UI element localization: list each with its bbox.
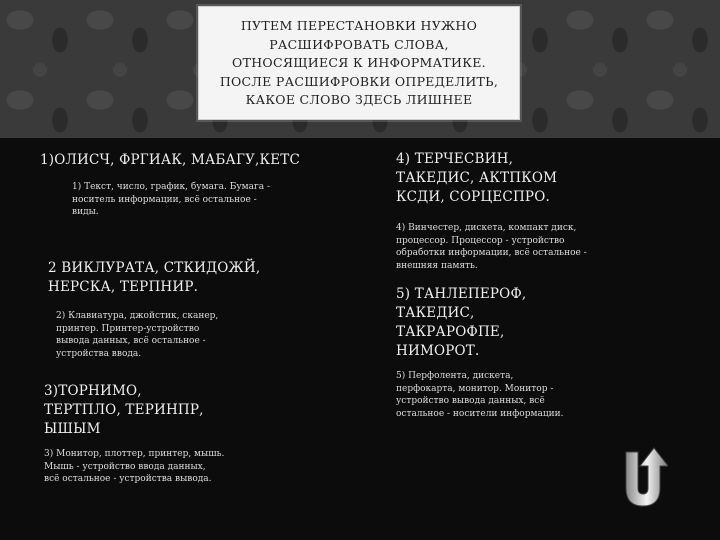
title-line: ОТНОСЯЩИЕСЯ К ИНФОРМАТИКЕ. — [232, 55, 486, 70]
answer-line: 1) Текст, число, график, бумага. Бумага - — [72, 182, 271, 192]
puzzle-item-5 — [396, 285, 616, 361]
answer-line: носитель информации, всё остальное - — [72, 194, 257, 205]
puzzle-heading: ТАКРАРОФПЕ, — [396, 324, 505, 340]
puzzle-heading: ТАКЕДИС, АКТПКОМ — [396, 170, 558, 186]
puzzle-heading: ТАКЕДИС, — [396, 305, 475, 321]
puzzle-item-1 — [40, 151, 330, 170]
answer-item-1 — [72, 181, 292, 219]
answer-line: всё остальное - устройства вывода. — [44, 474, 212, 484]
title-line: ПОСЛЕ РАСШИФРОВКИ ОПРЕДЕЛИТЬ, — [219, 73, 499, 89]
puzzle-heading: НИМОРОТ. — [396, 343, 480, 359]
answer-line: 3) Монитор, плоттер, принтер, мышь. — [44, 449, 225, 459]
puzzle-heading: ЫШЫМ — [44, 421, 101, 437]
answer-line: 2) Клавиатура, джойстик, сканер, — [56, 311, 219, 321]
answer-line: вывода данных, всё остальное - — [56, 336, 206, 346]
answer-line: виды. — [72, 207, 99, 217]
answer-line: перфокарта, монитор. Монитор - — [396, 383, 554, 394]
title-box — [198, 6, 520, 120]
puzzle-heading: НЕРСКА, ТЕРПНИР. — [48, 279, 199, 295]
answer-item-4 — [396, 222, 626, 272]
puzzle-item-2 — [48, 259, 318, 297]
answer-line: принтер. Принтер-устройство — [56, 323, 200, 334]
puzzle-heading: 5) ТАНЛЕПЕРОФ, — [396, 286, 527, 302]
answer-line: процессор. Процессор - устройство — [396, 235, 565, 246]
return-arrow-icon[interactable] — [618, 444, 668, 510]
puzzle-heading: 2 ВИКЛУРАТА, СТКИДОЖЙ, — [48, 260, 261, 276]
answer-item-2 — [56, 310, 256, 360]
answer-item-5 — [396, 370, 616, 420]
answer-line: 5) Перфолента, дискета, — [396, 371, 514, 381]
puzzle-item-4 — [396, 150, 616, 207]
answer-line: обработки информации, всё остальное - — [396, 248, 587, 258]
puzzle-heading: КСДИ, СОРЦЕСПРО. — [396, 189, 550, 205]
puzzle-item-3 — [44, 382, 244, 439]
slide-title — [203, 17, 515, 110]
title-line: ПУТЕМ ПЕРЕСТАНОВКИ НУЖНО — [240, 18, 478, 33]
answer-line: внешняя память. — [396, 260, 478, 271]
answer-line: устройство вывода данных, всё — [396, 396, 545, 406]
title-line: РАСШИФРОВАТЬ СЛОВА, — [269, 36, 449, 52]
answer-line: устройства ввода. — [56, 348, 142, 359]
answer-line: 4) Винчестер, дискета, компакт диск, — [396, 223, 577, 233]
puzzle-heading: 4) ТЕРЧЕСВИН, — [396, 151, 514, 167]
answer-line: Мышь - устройство ввода данных, — [44, 461, 206, 472]
title-line: КАКОЕ СЛОВО ЗДЕСЬ ЛИШНЕЕ — [245, 92, 473, 107]
puzzle-heading: 3)ТОРНИМО, — [44, 383, 142, 399]
answer-item-3 — [44, 448, 274, 486]
puzzle-heading: 1)ОЛИСЧ, ФРГИАК, МАБАГУ,КЕТС — [40, 152, 300, 168]
puzzle-heading: ТЕРТПЛО, ТЕРИНПР, — [44, 402, 204, 418]
answer-line: остальное - носители информации. — [396, 408, 564, 419]
